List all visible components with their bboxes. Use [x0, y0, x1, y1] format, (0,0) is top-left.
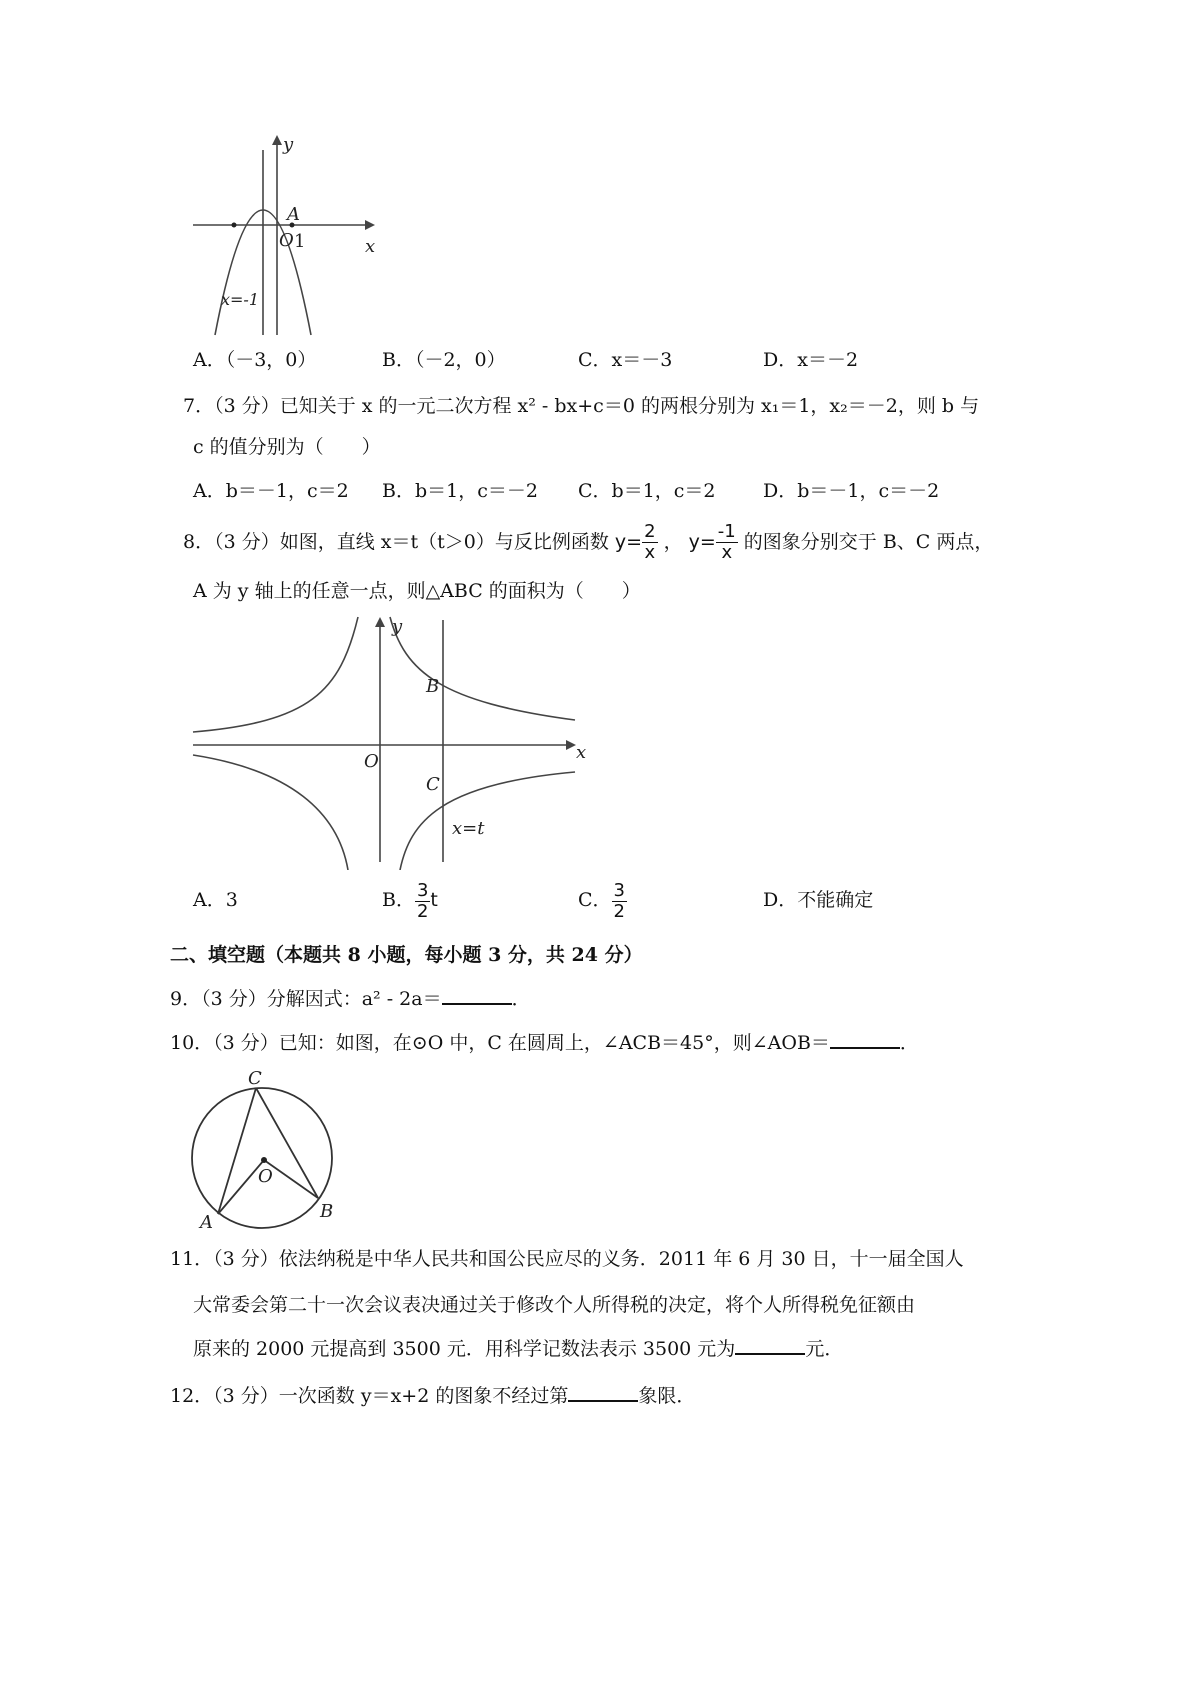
q8-option-b-denominator: 2 — [416, 900, 429, 922]
chord-ca — [218, 1088, 256, 1214]
q8-line-2: A 为 y 轴上的任意一点，则△ABC 的面积为（ ） — [193, 580, 641, 602]
hyperbola-q2 — [193, 617, 358, 732]
function-separator: ， — [663, 531, 683, 553]
q6-option-b[interactable]: B．（－2，0） — [382, 349, 506, 371]
q8-option-c-label: C． — [578, 889, 612, 911]
section-2-heading: 二、填空题（本题共 8 小题，每小题 3 分，共 24 分） — [170, 944, 643, 966]
y-axis-arrow — [272, 135, 282, 145]
function-2-numerator: -1 — [717, 521, 736, 542]
q11-suffix: 元． — [805, 1338, 844, 1360]
point-b-label: B — [426, 676, 440, 697]
q12-answer-blank[interactable] — [568, 1382, 638, 1402]
q12-text: 12．（3 分）一次函数 y＝x+2 的图象不经过第 — [170, 1385, 569, 1407]
q11-line-1: 11．（3 分）依法纳税是中华人民共和国公民应尽的义务．2011 年 6 月 30 日，十一届全国人 — [170, 1248, 964, 1270]
function-1-lhs: y= — [614, 531, 643, 553]
y-axis-label: y — [392, 616, 403, 637]
origin-label: O — [279, 230, 294, 251]
q8-option-b-fraction — [415, 881, 430, 922]
q7-option-c[interactable]: C．b＝1，c＝2 — [578, 480, 716, 502]
point-c-label: C — [248, 1068, 262, 1089]
q8-option-b[interactable] — [382, 876, 438, 924]
q8-option-b-variable: t — [430, 889, 438, 911]
q8-option-c-denominator: 2 — [613, 900, 625, 922]
hyperbola-q1 — [390, 617, 575, 720]
q8-option-c-fraction — [612, 881, 627, 922]
q8-line-1-prefix: 8．（3 分）如图，直线 x＝t（t＞0）与反比例函数 — [183, 531, 609, 553]
q8-line-1 — [183, 522, 993, 563]
origin-label: O — [364, 751, 379, 772]
q10-answer-blank[interactable] — [830, 1029, 900, 1049]
q7-line-2: c 的值分别为（ ） — [193, 436, 381, 458]
x-axis-arrow — [365, 220, 375, 230]
q7-line-1: 7．（3 分）已知关于 x 的一元二次方程 x² - bx+c＝0 的两根分别为 x₁＝1，x₂＝－2，则 b 与 — [183, 395, 980, 417]
q8-option-c[interactable] — [578, 876, 627, 924]
point-a-label: A — [287, 204, 300, 225]
q9-line — [170, 985, 531, 1013]
hyperbola-graph — [190, 612, 590, 870]
circle-graph — [186, 1062, 346, 1232]
y-axis-label: y — [283, 134, 294, 155]
q10-period: ． — [899, 1032, 919, 1054]
point-a-label: A — [200, 1212, 213, 1232]
parabola-graph — [185, 130, 385, 340]
hyperbola-q3 — [193, 755, 348, 870]
q11-answer-blank[interactable] — [735, 1335, 805, 1355]
q12-suffix: 象限． — [638, 1385, 696, 1407]
q7-option-d[interactable]: D．b＝－1，c＝－2 — [763, 480, 940, 502]
q8-line-1-suffix: 的图象分别交于 B、C 两点， — [743, 531, 994, 553]
q8-option-a[interactable]: A．3 — [193, 889, 238, 911]
q11-line-2: 大常委会第二十一次会议表决通过关于修改个人所得税的决定，将个人所得税免征额由 — [193, 1294, 916, 1316]
q8-option-d[interactable]: D．不能确定 — [763, 889, 874, 911]
function-2 — [683, 521, 744, 563]
line-x-t-label: x=t — [452, 818, 485, 839]
x-axis-label: x — [365, 236, 376, 257]
q9-period: ． — [511, 988, 531, 1010]
q7-option-b[interactable]: B．b＝1，c＝－2 — [382, 480, 538, 502]
point-c-label: C — [426, 774, 440, 795]
function-1-fraction — [642, 522, 657, 563]
function-2-lhs: y= — [688, 531, 716, 553]
root-point-left — [232, 223, 237, 228]
center-point — [261, 1157, 267, 1163]
x-axis-label: x — [576, 742, 587, 763]
q7-option-a[interactable]: A．b＝－1，c＝2 — [193, 480, 349, 502]
point-b-label: B — [320, 1201, 334, 1222]
x-axis-arrow — [566, 740, 576, 750]
hyperbola-figure — [190, 612, 590, 870]
q8-option-b-numerator: 3 — [416, 879, 429, 901]
function-1 — [614, 521, 664, 563]
circle-figure — [186, 1062, 346, 1232]
symmetry-line-label: x=-1 — [221, 290, 260, 309]
function-1-numerator: 2 — [644, 521, 656, 542]
q9-text: 9．（3 分）分解因式：a² - 2a＝ — [170, 988, 442, 1010]
function-2-fraction — [716, 522, 738, 563]
q6-option-c[interactable]: C．x＝－3 — [578, 349, 673, 371]
function-1-denominator: x — [644, 542, 656, 563]
function-2-denominator: x — [721, 542, 733, 563]
q9-answer-blank[interactable] — [442, 985, 512, 1005]
y-axis-arrow — [375, 617, 385, 627]
q6-option-a[interactable]: A．（－3，0） — [193, 349, 317, 371]
q6-option-d[interactable]: D．x＝－2 — [763, 349, 859, 371]
q12-line — [170, 1382, 695, 1410]
q10-line — [170, 1029, 919, 1057]
q11-line-3 — [193, 1335, 843, 1363]
q8-option-b-label: B． — [382, 889, 415, 911]
parabola-figure — [185, 130, 385, 340]
q8-option-c-numerator: 3 — [613, 879, 625, 901]
q11-text: 原来的 2000 元提高到 3500 元．用科学记数法表示 3500 元为 — [193, 1338, 736, 1360]
point-o-label: O — [258, 1166, 273, 1187]
q10-text: 10．（3 分）已知：如图，在⊙O 中，C 在圆周上，∠ACB＝45°，则∠AOB＝ — [170, 1032, 830, 1054]
tick-one-label: 1 — [294, 231, 306, 252]
